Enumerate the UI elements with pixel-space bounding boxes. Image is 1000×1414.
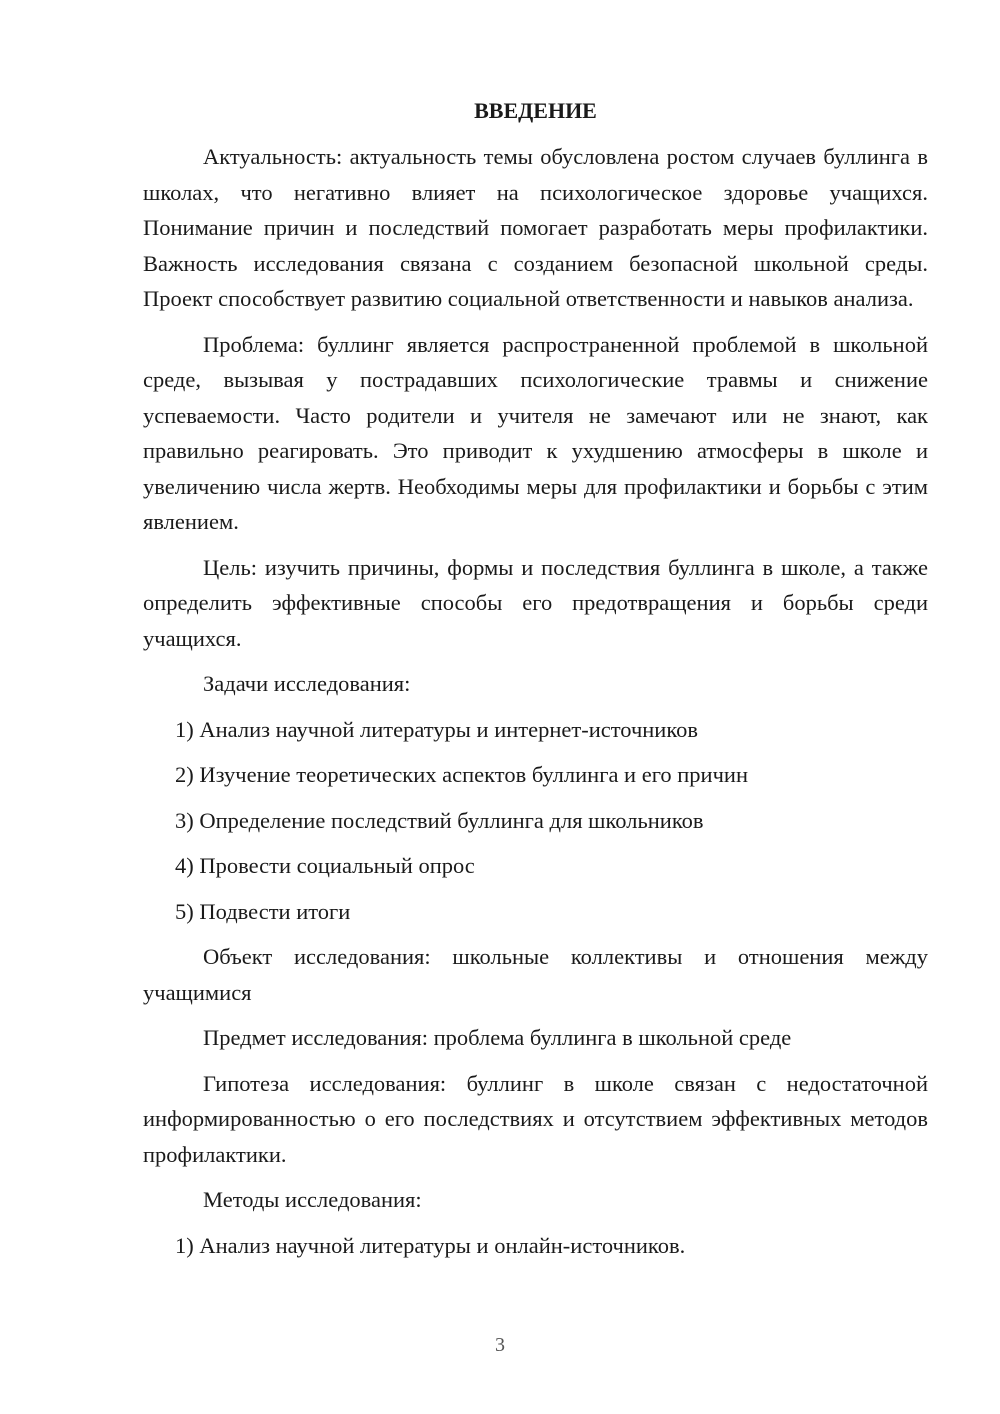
list-item: 1) Анализ научной литературы и онлайн-источников. <box>175 1232 686 1258</box>
subject-paragraph: Предмет исследования: проблема буллинга в школьной среде <box>203 1025 792 1050</box>
list-item: 5) Подвести итоги <box>175 898 351 924</box>
relevance-paragraph: Актуальность: актуальность темы обусловлена ростом случаев буллинга в школах, что негативно влияет на психологическое здоровье учащихся. Понимание причин и последствий помогает разработать меры профилактики. Важность исследования связана с созданием безопасной школьной среды. Проект способствует развитию социальной ответственности и навыков анализа. <box>143 144 928 311</box>
list-item: 4) Провести социальный опрос <box>175 853 475 878</box>
problem-paragraph: Проблема: буллинг является распространенной проблемой в школьной среде, вызывая у пострадавших психологические травмы и снижение успеваемости. Часто родители и учителя не замечают или не знают, как правильно реагировать. Это приводит к ухудшению атмосферы в школе и увеличению числа жертв. Необходимы меры для профилактики и борьбы с этим явлением. <box>143 331 928 534</box>
list-item: 2) Изучение теоретических аспектов буллинга и его причин <box>175 762 748 787</box>
hypothesis-paragraph: Гипотеза исследования: буллинг в школе связан с недостаточной информированностью о его последствиях и отсутствием эффективных методов профилактики. <box>143 1070 928 1167</box>
methods-list <box>143 1228 928 1264</box>
list-item: 3) Определение последствий буллинга для школьников <box>175 807 704 833</box>
document-page <box>143 96 928 1273</box>
page-number: 3 <box>495 1334 505 1356</box>
object-paragraph: Объект исследования: школьные коллективы и отношения между учащимися <box>143 944 928 1005</box>
page-title: ВВЕДЕНИЕ <box>474 98 597 123</box>
goal-paragraph: Цель: изучить причины, формы и последствия буллинга в школе, а также определить эффективные способы его предотвращения и борьбы среди учащихся. <box>143 554 928 651</box>
tasks-list <box>143 712 928 930</box>
tasks-heading: Задачи исследования: <box>203 671 411 696</box>
list-item: 1) Анализ научной литературы и интернет-источников <box>175 716 699 742</box>
methods-heading: Методы исследования: <box>203 1187 422 1212</box>
